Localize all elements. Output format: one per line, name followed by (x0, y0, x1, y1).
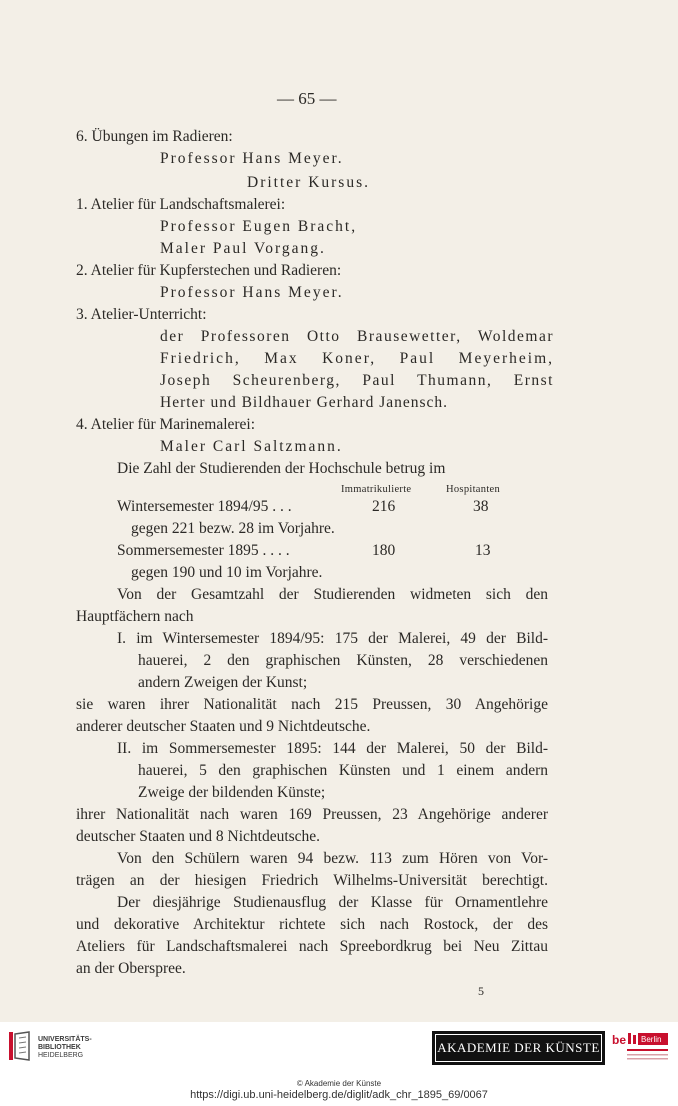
text-line: 4. Atelier für Marinemalerei: (76, 416, 256, 433)
text-line: Zweige der bildenden Künste; (138, 784, 326, 801)
svg-text:Berlin: Berlin (641, 1035, 662, 1044)
text-line: Joseph Scheurenberg, Paul Thumann, Ernst (160, 372, 554, 389)
table-cell: 38 (473, 498, 489, 515)
text-line: Herter und Bildhauer Gerhard Janensch. (160, 394, 449, 411)
text-line: ihrer Nationalität nach waren 169 Preussen, 23 Angehörige anderer (76, 806, 548, 823)
text-line: an der Oberspree. (76, 960, 186, 977)
text-line: Die Zahl der Studierenden der Hochschule betrug im (117, 460, 446, 477)
text-line: anderer deutscher Staaten und 9 Nichtdeutsche. (76, 718, 371, 735)
text-line: gegen 221 bezw. 28 im Vorjahre. (131, 520, 335, 537)
text-line: 3. Atelier-Unterricht: (76, 306, 207, 323)
text-line: 2. Atelier für Kupferstechen und Radieren: (76, 262, 342, 279)
column-header-hospitanten: Hospitanten (446, 484, 501, 495)
text-line: andern Zweigen der Kunst; (138, 674, 308, 691)
ub-logo-line: HEIDELBERG (38, 1052, 84, 1059)
text-line: hauerei, 2 den graphischen Künsten, 28 verschiedenen (138, 652, 548, 669)
section-heading: Dritter Kursus. (247, 174, 370, 191)
text-line: 6. Übungen im Radieren: (76, 128, 233, 145)
text-line: Hauptfächern nach (76, 608, 194, 625)
table-cell: 13 (475, 542, 491, 559)
text-line: Professor Hans Meyer. (160, 284, 344, 301)
source-url-link[interactable]: https://digi.ub.uni-heidelberg.de/diglit/adk_chr_1895_69/0067 (190, 1089, 488, 1101)
text-line: Friedrich, Max Koner, Paul Meyerheim, (160, 350, 554, 367)
text-line: gegen 190 und 10 im Vorjahre. (131, 564, 323, 581)
svg-text:be: be (612, 1033, 627, 1047)
table-cell: 180 (372, 542, 396, 559)
text-line: Maler Carl Saltzmann. (160, 438, 343, 455)
text-line: hauerei, 5 den graphischen Künsten und 1 einem andern (138, 762, 548, 779)
table-row-label: Wintersemester 1894/95 . . . (117, 498, 292, 515)
text-line: Maler Paul Vorgang. (160, 240, 326, 257)
be-berlin-logo-icon[interactable] (610, 1030, 670, 1066)
page-header: — 65 — (277, 89, 337, 108)
text-line: Von den Schülern waren 94 bezw. 113 zum Hören von Vor- (117, 850, 548, 867)
text-line: und dekorative Architektur richtete sich nach Rostock, der des (76, 916, 548, 933)
text-line: II. im Sommersemester 1895: 144 der Malerei, 50 der Bild- (117, 740, 548, 757)
text-line: der Professoren Otto Brausewetter, Woldemar (160, 328, 554, 345)
text-line: Ateliers für Landschaftsmalerei nach Spreebordkrug bei Neu Zittau (76, 938, 548, 955)
ub-logo-line: UNIVERSITÄTS- (38, 1036, 92, 1043)
university-library-logo-icon[interactable] (8, 1030, 32, 1062)
table-row-label: Sommersemester 1895 . . . . (117, 542, 290, 559)
text-line: Professor Hans Meyer. (160, 150, 344, 167)
text-line: I. im Wintersemester 1894/95: 175 der Malerei, 49 der Bild- (117, 630, 548, 647)
text-line: trägen an der hiesigen Friedrich Wilhelms-Universität berechtigt. (76, 872, 548, 889)
akademie-logo-label: AKADEMIE DER KÜNSTE (435, 1034, 602, 1062)
text-line: Professor Eugen Bracht, (160, 218, 358, 235)
text-line: deutscher Staaten und 8 Nichtdeutsche. (76, 828, 321, 845)
signature-mark: 5 (478, 984, 484, 998)
copyright-text: © Akademie der Künste (296, 1079, 382, 1088)
text-line: Von der Gesamtzahl der Studierenden widmeten sich den (117, 586, 548, 603)
akademie-logo-button[interactable] (432, 1031, 605, 1065)
text-line: 1. Atelier für Landschaftsmalerei: (76, 196, 286, 213)
table-cell: 216 (372, 498, 396, 515)
column-header-immatrikulierte: Immatrikulierte (341, 484, 412, 495)
text-line: Der diesjährige Studienausflug der Klasse für Ornamentlehre (117, 894, 548, 911)
text-line: sie waren ihrer Nationalität nach 215 Preussen, 30 Angehörige (76, 696, 548, 713)
ub-logo-line: BIBLIOTHEK (38, 1044, 81, 1051)
